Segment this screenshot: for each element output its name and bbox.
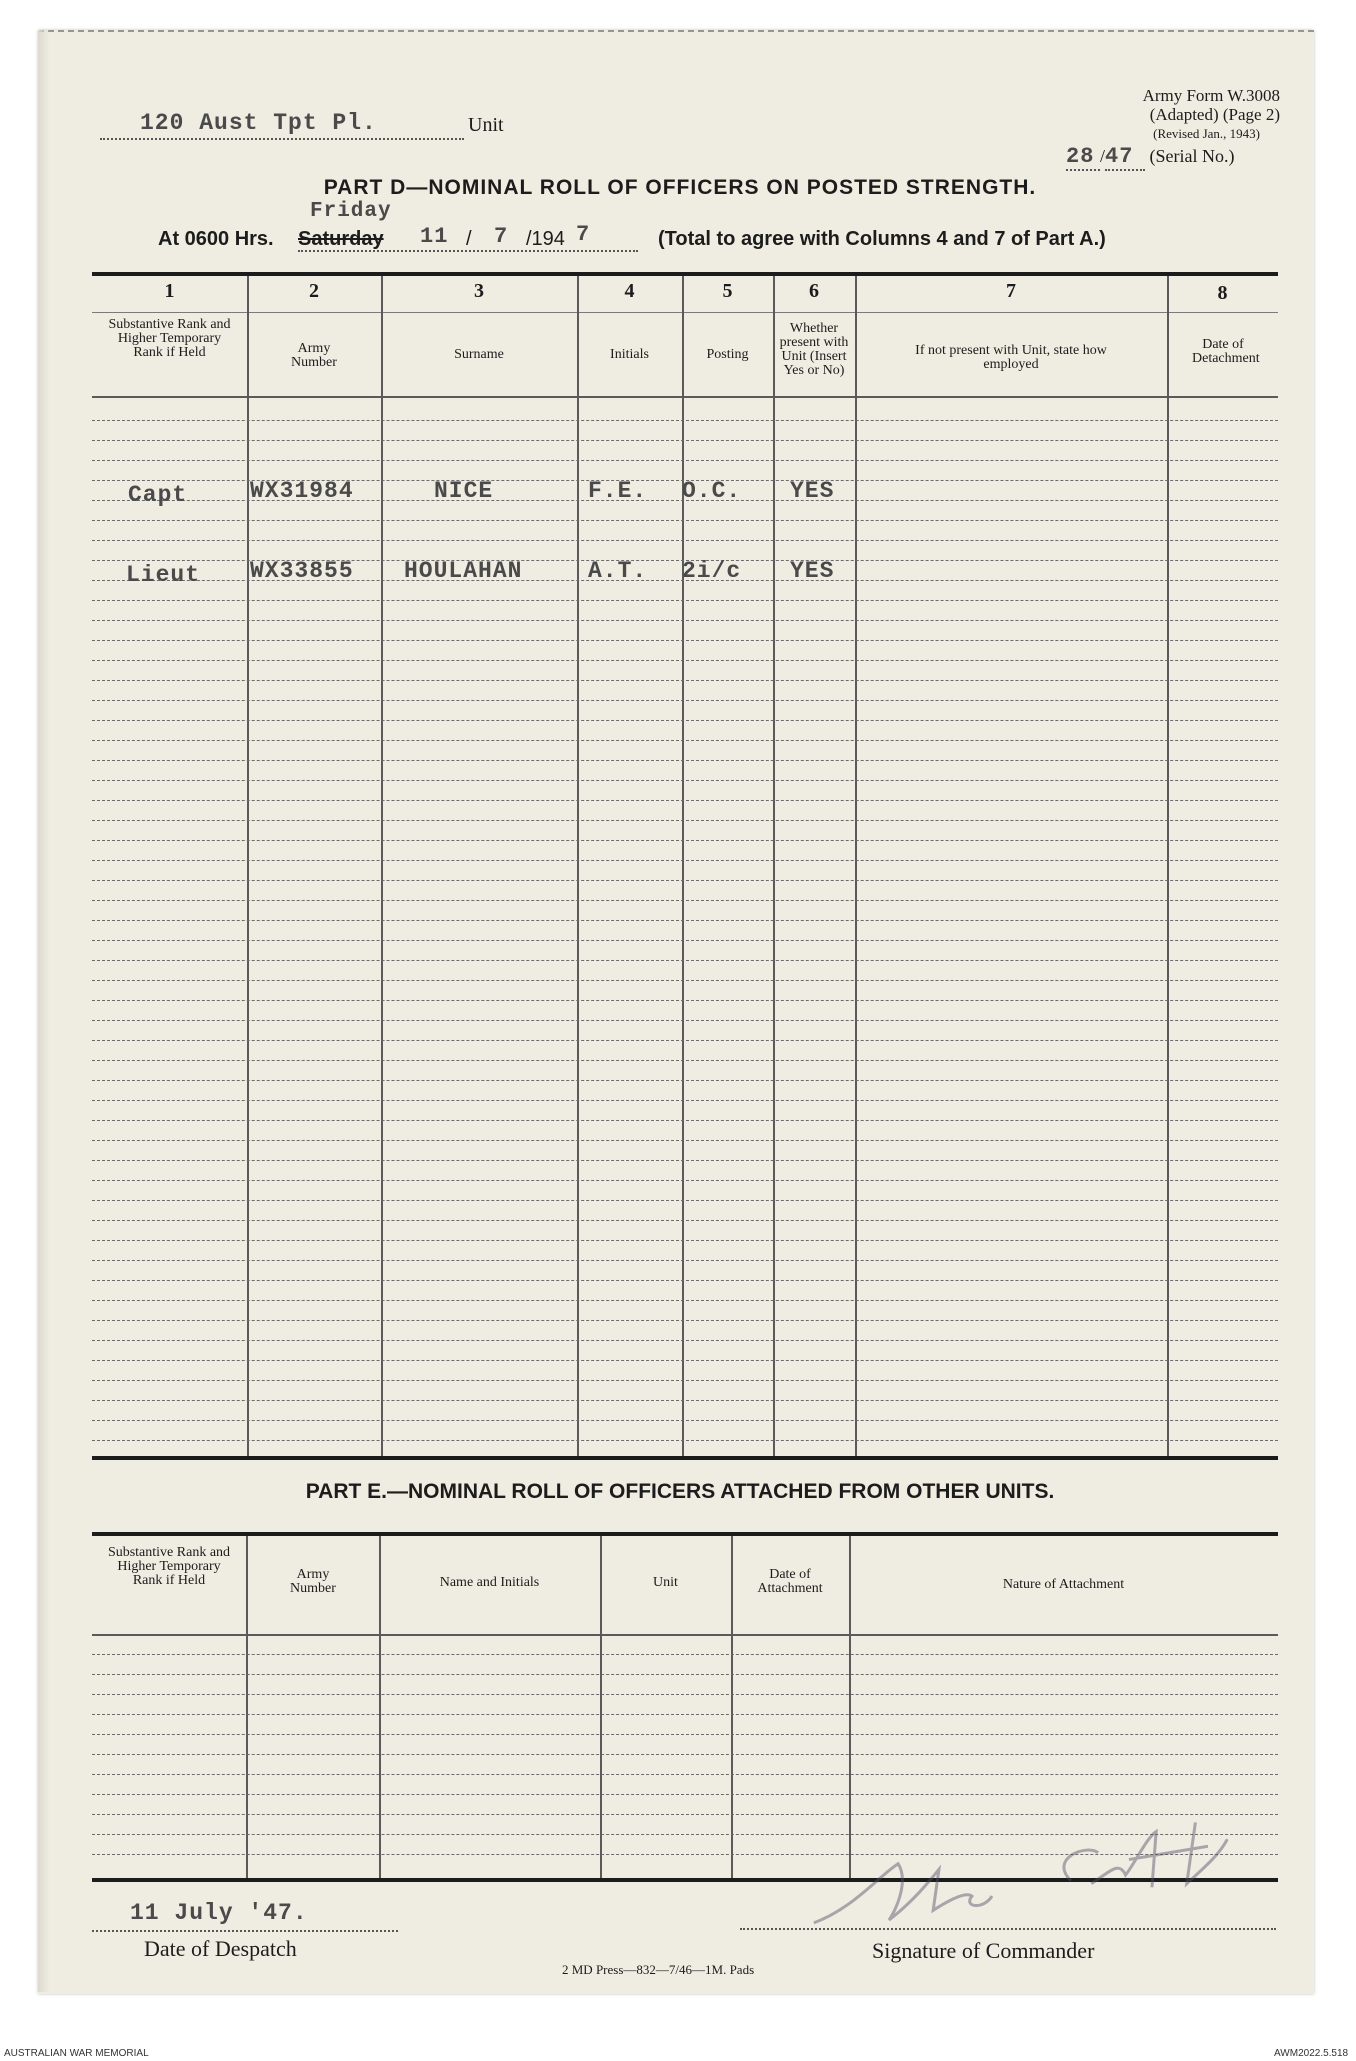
serial-right: 47 [1105,144,1145,171]
cell-present: YES [790,478,835,504]
part-d-bottom-rule [92,1456,1278,1460]
col-label-posting: Posting [706,347,749,362]
col-num-6: 6 [809,280,819,302]
despatch-label: Date of Despatch [144,1936,297,1961]
e-col-label-rank: Substantive Rank and Higher Temporary Rank if Held [107,1545,231,1588]
col-label-detachment: Date of Detachment [1192,337,1260,366]
col-label-surname: Surname [454,347,504,362]
part-d-table [92,272,1278,1462]
part-d-note: (Total to agree with Columns 4 and 7 of Part A.) [658,228,1106,250]
cell-surname: NICE [434,478,494,504]
despatch-date-line [92,1902,398,1932]
year-digit: 7 [576,222,591,247]
ruled-line [92,1714,1278,1715]
day-struck: Saturday [298,228,384,250]
col-num-4: 4 [624,280,635,302]
col-label-present: Whether present with Unit (Insert Yes or No) [779,321,849,378]
date-day: 11 [420,224,449,249]
unit-line [100,110,464,140]
part-e-title: PART E.—NOMINAL ROLL OF OFFICERS ATTACHED FROM OTHER UNITS. [305,1480,1055,1503]
table-row [92,478,872,512]
printer-imprint: 2 MD Press—832—7/46—1M. Pads [562,1962,755,1977]
form-adapted: (Adapted) (Page 2) [1149,105,1280,124]
date-sep: / [466,228,472,250]
col-num-8: 8 [1217,282,1228,304]
cell-initials: F.E. [588,478,648,504]
e-col-label-army-number: Army Number [290,1567,336,1596]
year-prefix: /194 [526,228,565,250]
table-row [92,558,872,592]
cell-army-number: WX33855 [250,558,354,584]
col-num-1: 1 [164,280,175,302]
col-label-rank: Substantive Rank and Higher Temporary Rank if Held [108,317,231,360]
cell-posting: O.C. [682,478,742,504]
unit-value: 120 Aust Tpt Pl. [140,110,377,136]
date-month: 7 [494,224,509,249]
ruled-line [92,1674,1278,1675]
cell-initials: A.T. [588,558,648,584]
e-col-label-unit: Unit [653,1575,678,1590]
form-revised: (Revised Jan., 1943) [1153,126,1260,141]
e-col-label-attachment-date: Date of Attachment [757,1567,823,1596]
cell-present: YES [790,558,835,584]
part-d-title: PART D—NOMINAL ROLL OF OFFICERS ON POSTED STRENGTH. [323,176,1037,199]
serial-label: (Serial No.) [1149,146,1235,166]
cell-surname: HOULAHAN [404,558,523,584]
ruled-line [92,1774,1278,1775]
ruled-line [92,1754,1278,1755]
serial-number [1066,144,1296,172]
cell-posting: 2i/c [682,558,742,584]
cell-army-number: WX31984 [250,478,354,504]
signature-dotline [740,1928,1276,1930]
day-typed: Friday [310,200,392,223]
cell-rank: Capt [128,482,188,508]
serial-sep: / [1100,146,1106,166]
serial-left: 28 [1066,144,1100,171]
ruled-line [92,1814,1278,1815]
cell-rank: Lieut [126,562,201,588]
form-identifier [1040,86,1280,143]
ruled-line [92,1654,1278,1655]
signature-label: Signature of Commander [872,1938,1095,1963]
e-col-label-nature: Nature of Attachment [1002,1577,1125,1592]
despatch-date: 11 July '47. [130,1900,308,1926]
col-num-3: 3 [474,280,484,302]
unit-label: Unit [468,114,504,136]
archive-caption-right: AWM2022.5.518 [1274,2048,1349,2059]
ruled-line [92,1734,1278,1735]
col-label-initials: Initials [610,347,649,362]
col-num-2: 2 [309,280,319,302]
part-d-rows [92,272,1278,1456]
col-label-army-number: Army Number [291,341,337,370]
form-number: Army Form W.3008 [1142,86,1280,105]
ruled-line [92,1694,1278,1695]
date-line [158,200,1308,256]
col-num-7: 7 [1006,280,1016,302]
archive-caption-left: AUSTRALIAN WAR MEMORIAL [4,2048,149,2059]
date-dotline [298,250,638,252]
ruled-line [92,1794,1278,1795]
at-hours-label: At 0600 Hrs. [158,228,274,250]
e-col-label-name: Name and Initials [439,1575,540,1590]
paper-shadow [38,30,50,1992]
col-label-employed: If not present with Unit, state how employed [915,343,1107,372]
col-num-5: 5 [722,280,733,302]
